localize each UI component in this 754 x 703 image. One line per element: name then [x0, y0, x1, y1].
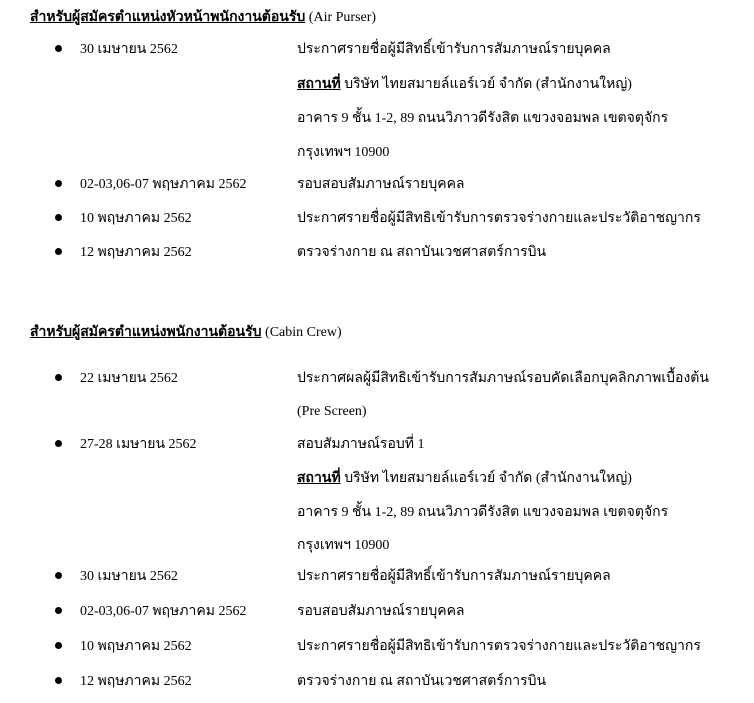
bullet-icon [55, 677, 62, 684]
list-item [0, 561, 754, 595]
bullet-icon [55, 45, 62, 52]
item-date: 27-28 เมษายน 2562 [80, 437, 197, 452]
location-text: บริษัท ไทยสมายล์แอร์เวย์ จำกัด (สำนักงานใหญ่) [340, 471, 632, 486]
item-description: ประกาศรายชื่อผู้มีสิทธิ์เข้ารับการสัมภาษณ์รายบุคคล [297, 42, 611, 57]
item-date: 10 พฤษภาคม 2562 [80, 211, 192, 226]
item-description: ตรวจร่างกาย ณ สถาบันเวชศาสตร์การบิน [297, 245, 547, 260]
bullet-icon [55, 248, 62, 255]
bullet-icon [55, 180, 62, 187]
item-location [297, 75, 632, 95]
item-address-line: กรุงเทพฯ 10900 [297, 538, 390, 553]
list-item [0, 429, 754, 463]
section-heading-subtitle: (Air Purser) [305, 10, 377, 25]
location-label: สถานที่ [297, 77, 341, 92]
list-item [0, 631, 754, 665]
list-item [0, 666, 754, 700]
item-description: ตรวจร่างกาย ณ สถาบันเวชศาสตร์การบิน [297, 674, 547, 689]
item-date: 30 เมษายน 2562 [80, 569, 178, 584]
bullet-icon [55, 642, 62, 649]
item-description-continued: (Pre Screen) [297, 404, 367, 419]
item-description: ประกาศผลผู้มีสิทธิเข้ารับการสัมภาษณ์รอบคัดเลือกบุคลิกภาพเบื้องต้น [297, 371, 709, 386]
item-date: 22 เมษายน 2562 [80, 371, 178, 386]
item-description: ประกาศรายชื่อผู้มีสิทธิเข้ารับการตรวจร่างกายและประวัติอาชญากร [297, 639, 701, 654]
list-item [0, 203, 754, 237]
item-date: 02-03,06-07 พฤษภาคม 2562 [80, 177, 247, 192]
list-item [0, 169, 754, 203]
item-description: ประกาศรายชื่อผู้มีสิทธิเข้ารับการตรวจร่างกายและประวัติอาชญากร [297, 211, 701, 226]
item-date: 10 พฤษภาคม 2562 [80, 639, 192, 654]
bullet-icon [55, 374, 62, 381]
bullet-icon [55, 214, 62, 221]
section-heading-air-purser [30, 8, 376, 28]
item-address-line: อาคาร 9 ชั้น 1-2, 89 ถนนวิภาวดีรังสิต แขวงจอมพล เขตจตุจักร [297, 111, 669, 126]
section-heading-title: สำหรับผู้สมัครตำแหน่งหัวหน้าพนักงานต้อนรับ [30, 10, 306, 25]
item-address-line: อาคาร 9 ชั้น 1-2, 89 ถนนวิภาวดีรังสิต แขวงจอมพล เขตจตุจักร [297, 505, 669, 520]
item-address-line: กรุงเทพฯ 10900 [297, 145, 390, 160]
list-item [0, 596, 754, 630]
item-description: รอบสอบสัมภาษณ์รายบุคคล [297, 604, 465, 619]
item-description: สอบสัมภาษณ์รอบที่ 1 [297, 437, 425, 452]
item-description: รอบสอบสัมภาษณ์รายบุคคล [297, 177, 465, 192]
item-description: ประกาศรายชื่อผู้มีสิทธิ์เข้ารับการสัมภาษณ์รายบุคคล [297, 569, 611, 584]
bullet-icon [55, 607, 62, 614]
list-item [0, 363, 754, 397]
item-date: 02-03,06-07 พฤษภาคม 2562 [80, 604, 247, 619]
item-location [297, 469, 632, 489]
item-date: 12 พฤษภาคม 2562 [80, 674, 192, 689]
bullet-icon [55, 440, 62, 447]
list-item [0, 237, 754, 271]
section-heading-cabin-crew [30, 323, 342, 343]
item-date: 30 เมษายน 2562 [80, 42, 178, 57]
list-item [0, 34, 754, 68]
section-heading-subtitle: (Cabin Crew) [261, 325, 342, 340]
location-text: บริษัท ไทยสมายล์แอร์เวย์ จำกัด (สำนักงานใหญ่) [340, 77, 632, 92]
bullet-icon [55, 572, 62, 579]
item-date: 12 พฤษภาคม 2562 [80, 245, 192, 260]
location-label: สถานที่ [297, 471, 341, 486]
section-heading-title: สำหรับผู้สมัครตำแหน่งพนักงานต้อนรับ [30, 325, 262, 340]
